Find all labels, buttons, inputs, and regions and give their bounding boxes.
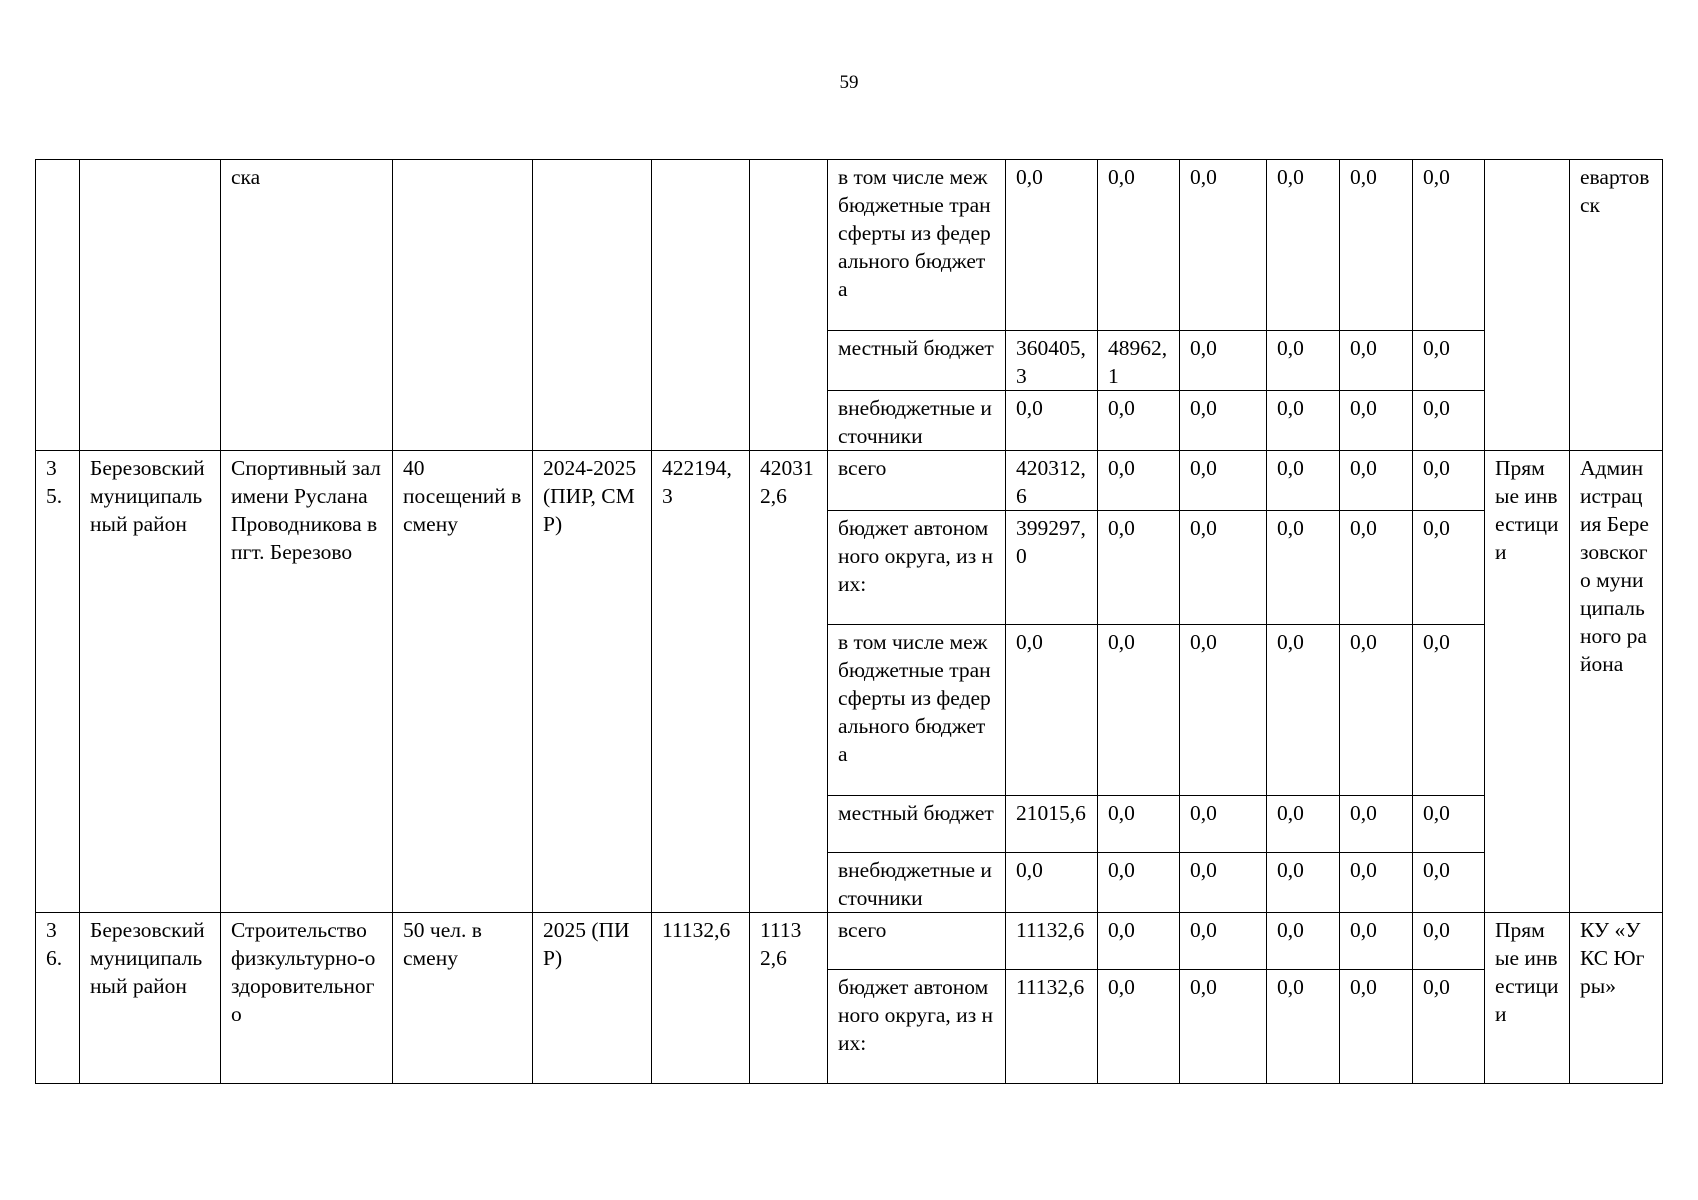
cost-remaining-cell: 420312,6 [750, 451, 828, 913]
source-label: местный бюджет [828, 331, 1006, 391]
value-cell: 0,0 [1180, 970, 1267, 1084]
capacity-cell: 40 посещений в смену [393, 451, 533, 913]
value-cell: 0,0 [1006, 625, 1098, 796]
value-cell: 21015,6 [1006, 796, 1098, 853]
mechanism-cell: Прямые инвестиции [1485, 913, 1570, 1084]
customer-cell: Администрация Березовского муниципального района [1570, 451, 1663, 913]
value-cell: 0,0 [1413, 625, 1485, 796]
value-cell: 0,0 [1413, 160, 1485, 331]
value-cell: 0,0 [1340, 970, 1413, 1084]
value-cell: 0,0 [1267, 451, 1340, 511]
value-cell: 0,0 [1006, 853, 1098, 913]
value-cell: 0,0 [1267, 391, 1340, 451]
value-cell: 11132,6 [1006, 970, 1098, 1084]
value-cell: 0,0 [1180, 853, 1267, 913]
source-label: внебюджетные источники [828, 853, 1006, 913]
value-cell: 0,0 [1180, 331, 1267, 391]
source-label: бюджет автономного округа, из них: [828, 970, 1006, 1084]
value-cell: 0,0 [1180, 796, 1267, 853]
value-cell: 0,0 [1413, 331, 1485, 391]
value-cell: 0,0 [1413, 853, 1485, 913]
row-number: 36. [36, 913, 80, 1084]
value-cell: 0,0 [1413, 913, 1485, 970]
municipality-cell: Березовский муниципальный район [80, 451, 221, 913]
value-cell: 0,0 [1267, 511, 1340, 625]
value-cell: 0,0 [1413, 796, 1485, 853]
capacity-cell [393, 160, 533, 451]
value-cell: 0,0 [1180, 160, 1267, 331]
value-cell: 0,0 [1098, 970, 1180, 1084]
capacity-cell: 50 чел. в смену [393, 913, 533, 1084]
value-cell: 420312,6 [1006, 451, 1098, 511]
value-cell: 0,0 [1006, 160, 1098, 331]
value-cell: 0,0 [1098, 913, 1180, 970]
source-label: бюджет автономного округа, из них: [828, 511, 1006, 625]
value-cell: 0,0 [1340, 451, 1413, 511]
period-cell: 2024-2025 (ПИР, СМР) [533, 451, 652, 913]
period-cell: 2025 (ПИР) [533, 913, 652, 1084]
value-cell: 0,0 [1180, 391, 1267, 451]
source-label: в том числе межбюджетные трансферты из федерального бюджета [828, 160, 1006, 331]
value-cell: 0,0 [1340, 625, 1413, 796]
value-cell: 0,0 [1267, 853, 1340, 913]
page-number: 59 [839, 72, 859, 93]
value-cell: 399297,0 [1006, 511, 1098, 625]
cost-remaining-cell: 11132,6 [750, 913, 828, 1084]
cost-total-cell: 422194,3 [652, 451, 750, 913]
value-cell: 0,0 [1098, 796, 1180, 853]
value-cell: 0,0 [1098, 853, 1180, 913]
value-cell: 0,0 [1340, 160, 1413, 331]
row-number: 35. [36, 451, 80, 913]
value-cell: 0,0 [1180, 913, 1267, 970]
municipality-cell: Березовский муниципальный район [80, 913, 221, 1084]
value-cell: 0,0 [1267, 160, 1340, 331]
cost-total-cell: 11132,6 [652, 913, 750, 1084]
value-cell: 0,0 [1098, 625, 1180, 796]
table-row [36, 451, 1663, 511]
row-number [36, 160, 80, 451]
object-cell: Строительство физкультурно-оздоровительного [221, 913, 393, 1084]
value-cell: 0,0 [1340, 331, 1413, 391]
period-cell [533, 160, 652, 451]
table-row [36, 913, 1663, 970]
value-cell: 0,0 [1098, 451, 1180, 511]
municipality-cell [80, 160, 221, 451]
value-cell: 0,0 [1340, 796, 1413, 853]
value-cell: 0,0 [1340, 391, 1413, 451]
source-label: внебюджетные источники [828, 391, 1006, 451]
table-row [36, 160, 1663, 331]
cost-total-cell [652, 160, 750, 451]
value-cell: 0,0 [1267, 331, 1340, 391]
mechanism-cell [1485, 160, 1570, 451]
value-cell: 0,0 [1180, 511, 1267, 625]
value-cell: 360405,3 [1006, 331, 1098, 391]
value-cell: 0,0 [1267, 796, 1340, 853]
value-cell: 0,0 [1098, 391, 1180, 451]
value-cell: 0,0 [1098, 511, 1180, 625]
value-cell: 0,0 [1413, 511, 1485, 625]
cost-remaining-cell [750, 160, 828, 451]
value-cell: 0,0 [1267, 913, 1340, 970]
customer-cell: евартовск [1570, 160, 1663, 451]
source-label: всего [828, 451, 1006, 511]
value-cell: 11132,6 [1006, 913, 1098, 970]
value-cell: 0,0 [1180, 625, 1267, 796]
value-cell: 0,0 [1340, 511, 1413, 625]
value-cell: 0,0 [1098, 160, 1180, 331]
value-cell: 48962,1 [1098, 331, 1180, 391]
value-cell: 0,0 [1340, 853, 1413, 913]
source-label: всего [828, 913, 1006, 970]
value-cell: 0,0 [1413, 451, 1485, 511]
value-cell: 0,0 [1413, 970, 1485, 1084]
value-cell: 0,0 [1267, 970, 1340, 1084]
object-cell: ска [221, 160, 393, 451]
source-label: в том числе межбюджетные трансферты из федерального бюджета [828, 625, 1006, 796]
source-label: местный бюджет [828, 796, 1006, 853]
customer-cell: КУ «УКС Югры» [1570, 913, 1663, 1084]
investment-table [35, 159, 1663, 1084]
mechanism-cell: Прямые инвестиции [1485, 451, 1570, 913]
value-cell: 0,0 [1413, 391, 1485, 451]
value-cell: 0,0 [1340, 913, 1413, 970]
object-cell: Спортивный зал имени Руслана Проводникова в пгт. Березово [221, 451, 393, 913]
value-cell: 0,0 [1006, 391, 1098, 451]
value-cell: 0,0 [1180, 451, 1267, 511]
value-cell: 0,0 [1267, 625, 1340, 796]
